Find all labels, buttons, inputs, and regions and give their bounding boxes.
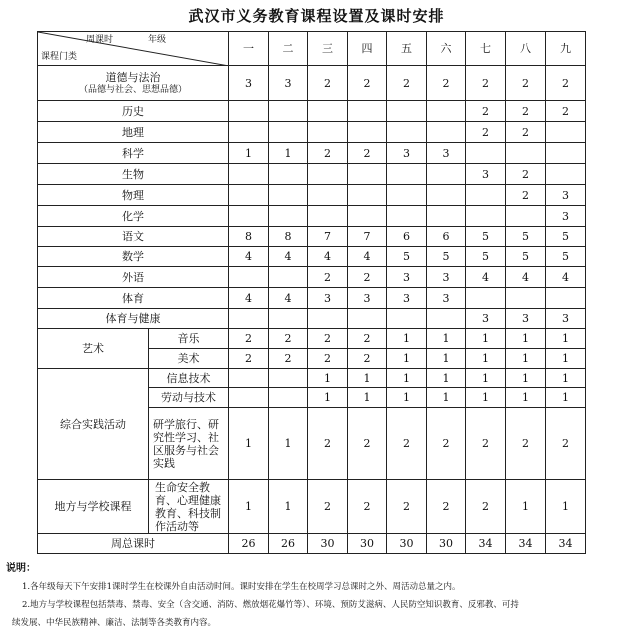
subject-label: 周总课时 (38, 534, 229, 554)
value-cell: 2 (427, 480, 466, 534)
subject-label: 外语 (38, 267, 229, 288)
subject-label: 历史 (38, 101, 229, 122)
row-math (38, 247, 586, 267)
value-cell: 2 (466, 66, 506, 101)
value-cell (546, 288, 586, 309)
value-cell (466, 185, 506, 206)
value-cell (427, 101, 466, 122)
value-cell (269, 101, 308, 122)
subject-label: 化学 (38, 206, 229, 227)
value-cell: 1 (387, 329, 427, 349)
value-cell (348, 101, 387, 122)
value-cell (506, 143, 546, 164)
value-cell: 5 (466, 227, 506, 247)
row-chinese (38, 227, 586, 247)
subject-label: 生物 (38, 164, 229, 185)
header-grade: 年级 (148, 35, 167, 45)
value-cell: 1 (427, 329, 466, 349)
value-cell: 1 (546, 349, 586, 369)
value-cell (506, 206, 546, 227)
value-cell: 2 (348, 143, 387, 164)
value-cell: 1 (229, 480, 269, 534)
value-cell: 4 (308, 247, 348, 267)
row-pe (38, 288, 586, 309)
value-cell: 6 (427, 227, 466, 247)
value-cell (229, 388, 269, 408)
value-cell (427, 206, 466, 227)
value-cell: 34 (506, 534, 546, 554)
value-cell: 4 (269, 247, 308, 267)
grade-3: 三 (308, 32, 348, 66)
value-cell (308, 101, 348, 122)
note-1: 1.各年级每天下午安排1课时学生在校课外自由活动时间。课时安排在学生在校周学习总课时之外、周活动总量之内。 (22, 582, 461, 592)
value-cell: 5 (506, 227, 546, 247)
value-cell: 3 (427, 143, 466, 164)
row-it (38, 369, 586, 388)
value-cell: 2 (348, 480, 387, 534)
subject-label: 道德与法治 (105, 70, 161, 84)
value-cell: 5 (466, 247, 506, 267)
value-cell: 2 (427, 66, 466, 101)
value-cell: 1 (506, 369, 546, 388)
value-cell: 4 (229, 247, 269, 267)
value-cell: 3 (387, 288, 427, 309)
value-cell: 4 (466, 267, 506, 288)
value-cell (427, 122, 466, 143)
value-cell: 7 (348, 227, 387, 247)
value-cell: 3 (466, 309, 506, 329)
grade-2: 二 (269, 32, 308, 66)
value-cell: 1 (546, 480, 586, 534)
value-cell: 5 (387, 247, 427, 267)
value-cell (466, 288, 506, 309)
value-cell: 2 (387, 408, 427, 480)
row-pe-health (38, 309, 586, 329)
notes-heading: 说明： (6, 563, 36, 574)
value-cell (308, 164, 348, 185)
row-local (38, 480, 586, 534)
row-physics (38, 185, 586, 206)
value-cell (269, 164, 308, 185)
value-cell (229, 309, 269, 329)
value-cell (546, 164, 586, 185)
value-cell: 1 (466, 329, 506, 349)
value-cell: 2 (506, 101, 546, 122)
value-cell: 2 (546, 66, 586, 101)
value-cell: 2 (308, 349, 348, 369)
value-cell: 3 (308, 288, 348, 309)
value-cell: 2 (348, 329, 387, 349)
value-cell: 2 (427, 408, 466, 480)
value-cell: 26 (229, 534, 269, 554)
value-cell: 3 (466, 164, 506, 185)
value-cell: 2 (506, 66, 546, 101)
value-cell (546, 122, 586, 143)
subject-label: 地理 (38, 122, 229, 143)
note-2: 2.地方与学校课程包括禁毒、禁毒、安全（含交通、消防、燃放烟花爆竹等）、环境、预防艾滋病、人民防空知识教育、反邪教、可持 (22, 600, 519, 610)
value-cell: 8 (269, 227, 308, 247)
value-cell: 2 (546, 101, 586, 122)
value-cell (308, 122, 348, 143)
subject-cell (38, 66, 229, 101)
value-cell (506, 288, 546, 309)
value-cell (229, 164, 269, 185)
subject-label: 体育与健康 (38, 309, 229, 329)
value-cell: 1 (308, 388, 348, 408)
value-cell (229, 101, 269, 122)
subject-label: 语文 (38, 227, 229, 247)
value-cell: 2 (229, 329, 269, 349)
group-label-art: 艺术 (38, 329, 149, 369)
subject-label: 美术 (149, 349, 229, 369)
grade-1: 一 (229, 32, 269, 66)
value-cell (308, 309, 348, 329)
value-cell: 1 (546, 388, 586, 408)
value-cell: 1 (387, 369, 427, 388)
value-cell: 2 (348, 349, 387, 369)
value-cell: 3 (546, 206, 586, 227)
value-cell: 8 (229, 227, 269, 247)
value-cell: 34 (546, 534, 586, 554)
value-cell (387, 122, 427, 143)
value-cell: 2 (546, 408, 586, 480)
grade-7: 七 (466, 32, 506, 66)
value-cell: 2 (348, 408, 387, 480)
value-cell: 1 (427, 349, 466, 369)
value-cell (269, 267, 308, 288)
value-cell: 4 (506, 267, 546, 288)
value-cell: 1 (506, 349, 546, 369)
value-cell: 30 (348, 534, 387, 554)
subject-label: 研学旅行、研究性学习、社区服务与社会实践 (149, 408, 229, 480)
value-cell: 1 (466, 388, 506, 408)
value-cell: 2 (348, 66, 387, 101)
value-cell: 1 (546, 369, 586, 388)
notes (6, 560, 626, 632)
header-category: 课程门类 (41, 52, 78, 62)
value-cell (348, 309, 387, 329)
value-cell: 2 (506, 122, 546, 143)
value-cell: 3 (427, 267, 466, 288)
row-geography (38, 122, 586, 143)
value-cell: 34 (466, 534, 506, 554)
value-cell: 2 (308, 66, 348, 101)
value-cell (269, 206, 308, 227)
value-cell: 5 (427, 247, 466, 267)
row-foreign (38, 267, 586, 288)
value-cell: 1 (387, 349, 427, 369)
value-cell: 2 (506, 408, 546, 480)
value-cell (427, 309, 466, 329)
value-cell (229, 206, 269, 227)
value-cell: 3 (229, 66, 269, 101)
value-cell: 1 (269, 480, 308, 534)
header-week-hours: 周课时 (86, 35, 114, 45)
grade-9: 九 (546, 32, 586, 66)
value-cell (466, 143, 506, 164)
value-cell: 1 (506, 388, 546, 408)
grade-5: 五 (387, 32, 427, 66)
row-moral (38, 66, 586, 101)
value-cell (269, 185, 308, 206)
value-cell: 30 (308, 534, 348, 554)
value-cell (269, 388, 308, 408)
value-cell (229, 369, 269, 388)
value-cell: 1 (269, 143, 308, 164)
row-science (38, 143, 586, 164)
value-cell: 5 (546, 247, 586, 267)
value-cell: 30 (387, 534, 427, 554)
subject-sub-label: 生命安全教育、心理健康教育、科技制作活动等 (149, 480, 229, 534)
value-cell (269, 369, 308, 388)
value-cell: 2 (308, 480, 348, 534)
value-cell (466, 206, 506, 227)
value-cell (387, 185, 427, 206)
value-cell (308, 206, 348, 227)
value-cell: 2 (466, 480, 506, 534)
subject-label: 数学 (38, 247, 229, 267)
value-cell (269, 122, 308, 143)
page-title: 武汉市义务教育课程设置及课时安排 (188, 7, 445, 25)
subject-label: 体育 (38, 288, 229, 309)
group-label-local: 地方与学校课程 (38, 480, 149, 534)
value-cell (387, 309, 427, 329)
value-cell (546, 143, 586, 164)
value-cell: 3 (387, 143, 427, 164)
value-cell (269, 309, 308, 329)
group-label-practice: 综合实践活动 (38, 369, 149, 480)
value-cell: 5 (506, 247, 546, 267)
row-biology (38, 164, 586, 185)
value-cell: 6 (387, 227, 427, 247)
curriculum-table (37, 31, 586, 554)
subject-label: 物理 (38, 185, 229, 206)
value-cell (427, 185, 466, 206)
value-cell: 2 (308, 408, 348, 480)
value-cell: 2 (308, 143, 348, 164)
value-cell: 7 (308, 227, 348, 247)
value-cell: 1 (546, 329, 586, 349)
value-cell (229, 267, 269, 288)
row-total (38, 534, 586, 554)
value-cell: 1 (427, 369, 466, 388)
value-cell: 2 (387, 66, 427, 101)
value-cell (387, 206, 427, 227)
value-cell (348, 185, 387, 206)
row-chemistry (38, 206, 586, 227)
value-cell (348, 164, 387, 185)
note-3: 续发展、中华民族精神、廉洁、法制等各类教育内容。 (12, 618, 217, 628)
value-cell: 1 (229, 408, 269, 480)
grade-8: 八 (506, 32, 546, 66)
value-cell: 3 (546, 185, 586, 206)
value-cell: 2 (308, 267, 348, 288)
header-diagonal-cell (38, 32, 229, 66)
value-cell: 1 (348, 369, 387, 388)
value-cell: 1 (506, 329, 546, 349)
value-cell (348, 122, 387, 143)
row-history (38, 101, 586, 122)
value-cell: 2 (466, 122, 506, 143)
value-cell: 2 (229, 349, 269, 369)
value-cell (387, 101, 427, 122)
value-cell: 3 (506, 309, 546, 329)
value-cell (387, 164, 427, 185)
value-cell: 30 (427, 534, 466, 554)
value-cell: 2 (269, 349, 308, 369)
value-cell: 1 (229, 143, 269, 164)
value-cell: 1 (348, 388, 387, 408)
value-cell: 2 (348, 267, 387, 288)
value-cell: 3 (546, 309, 586, 329)
value-cell: 2 (308, 329, 348, 349)
subject-label: 劳动与技术 (149, 388, 229, 408)
value-cell: 2 (466, 408, 506, 480)
value-cell: 2 (387, 480, 427, 534)
value-cell (229, 185, 269, 206)
value-cell: 1 (269, 408, 308, 480)
value-cell: 1 (466, 349, 506, 369)
value-cell: 5 (546, 227, 586, 247)
value-cell (427, 164, 466, 185)
value-cell: 1 (466, 369, 506, 388)
subject-sub-label: （品德与社会、思想品德） (78, 84, 187, 95)
value-cell: 1 (308, 369, 348, 388)
subject-label: 信息技术 (149, 369, 229, 388)
value-cell: 3 (427, 288, 466, 309)
value-cell: 2 (506, 164, 546, 185)
value-cell: 1 (506, 480, 546, 534)
value-cell: 2 (466, 101, 506, 122)
value-cell: 1 (427, 388, 466, 408)
value-cell: 4 (348, 247, 387, 267)
value-cell (348, 206, 387, 227)
value-cell (229, 122, 269, 143)
value-cell: 2 (506, 185, 546, 206)
value-cell: 1 (387, 388, 427, 408)
grade-6: 六 (427, 32, 466, 66)
value-cell: 4 (229, 288, 269, 309)
value-cell: 4 (546, 267, 586, 288)
header-row (38, 32, 586, 66)
value-cell: 3 (348, 288, 387, 309)
value-cell: 3 (269, 66, 308, 101)
row-music (38, 329, 586, 349)
value-cell: 2 (269, 329, 308, 349)
value-cell: 26 (269, 534, 308, 554)
value-cell (308, 185, 348, 206)
grade-4: 四 (348, 32, 387, 66)
subject-label: 音乐 (149, 329, 229, 349)
value-cell: 4 (269, 288, 308, 309)
value-cell: 3 (387, 267, 427, 288)
subject-label: 科学 (38, 143, 229, 164)
